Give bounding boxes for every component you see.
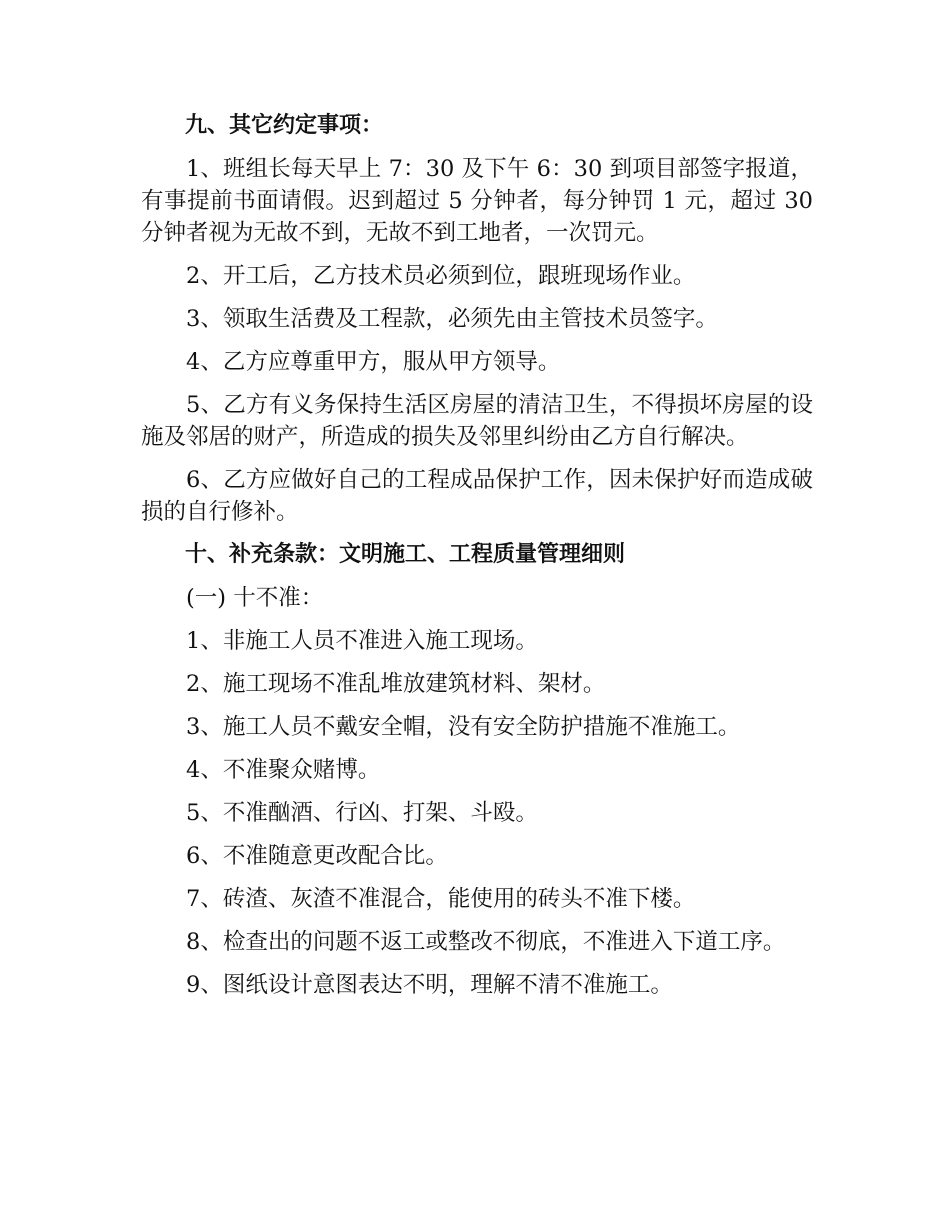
section-10-subheading: (一) 十不准： bbox=[186, 585, 324, 611]
rule-item-7: 7、砖渣、灰渣不准混合，能使用的砖头不准下楼。 bbox=[186, 886, 696, 912]
section-9-item-5: 5、乙方有义务保持生活区房屋的清洁卫生，不得损坏房屋的设施及邻居的财产，所造成的损失及邻里纠纷由乙方自行解决。 bbox=[141, 392, 813, 450]
section-9-item-1: 1、班组长每天早上 7：30 及下午 6：30 到项目部签字报道，有事提前书面请假。迟到超过 5 分钟者，每分钟罚 1 元，超过 30 分钟者视为无故不到，无故不到工地者，一次罚元。 bbox=[141, 156, 813, 246]
section-9-item-4: 4、乙方应尊重甲方，服从甲方领导。 bbox=[186, 349, 561, 375]
document-body bbox=[141, 110, 813, 1012]
rule-item-6: 6、不准随意更改配合比。 bbox=[186, 843, 448, 869]
rule-item-3: 3、施工人员不戴安全帽，没有安全防护措施不准施工。 bbox=[186, 714, 741, 740]
rule-item-4: 4、不准聚众赌博。 bbox=[186, 757, 381, 783]
section-9-item-3: 3、领取生活费及工程款，必须先由主管技术员签字。 bbox=[186, 306, 718, 332]
section-9-heading: 九、其它约定事项： bbox=[185, 113, 384, 138]
rule-item-5: 5、不准酗酒、行凶、打架、斗殴。 bbox=[186, 800, 538, 826]
section-9-item-6: 6、乙方应做好自己的工程成品保护工作，因未保护好而造成破损的自行修补。 bbox=[141, 467, 813, 525]
rule-item-8: 8、检查出的问题不返工或整改不彻底，不准进入下道工序。 bbox=[186, 929, 786, 955]
section-10-heading: 十、补充条款：文明施工、工程质量管理细则 bbox=[185, 542, 626, 567]
rule-item-9: 9、图纸设计意图表达不明，理解不清不准施工。 bbox=[186, 972, 673, 998]
rule-item-1: 1、非施工人员不准进入施工现场。 bbox=[186, 628, 538, 654]
section-9-item-2: 2、开工后，乙方技术员必须到位，跟班现场作业。 bbox=[186, 263, 696, 289]
rule-item-2: 2、施工现场不准乱堆放建筑材料、架材。 bbox=[186, 671, 606, 697]
